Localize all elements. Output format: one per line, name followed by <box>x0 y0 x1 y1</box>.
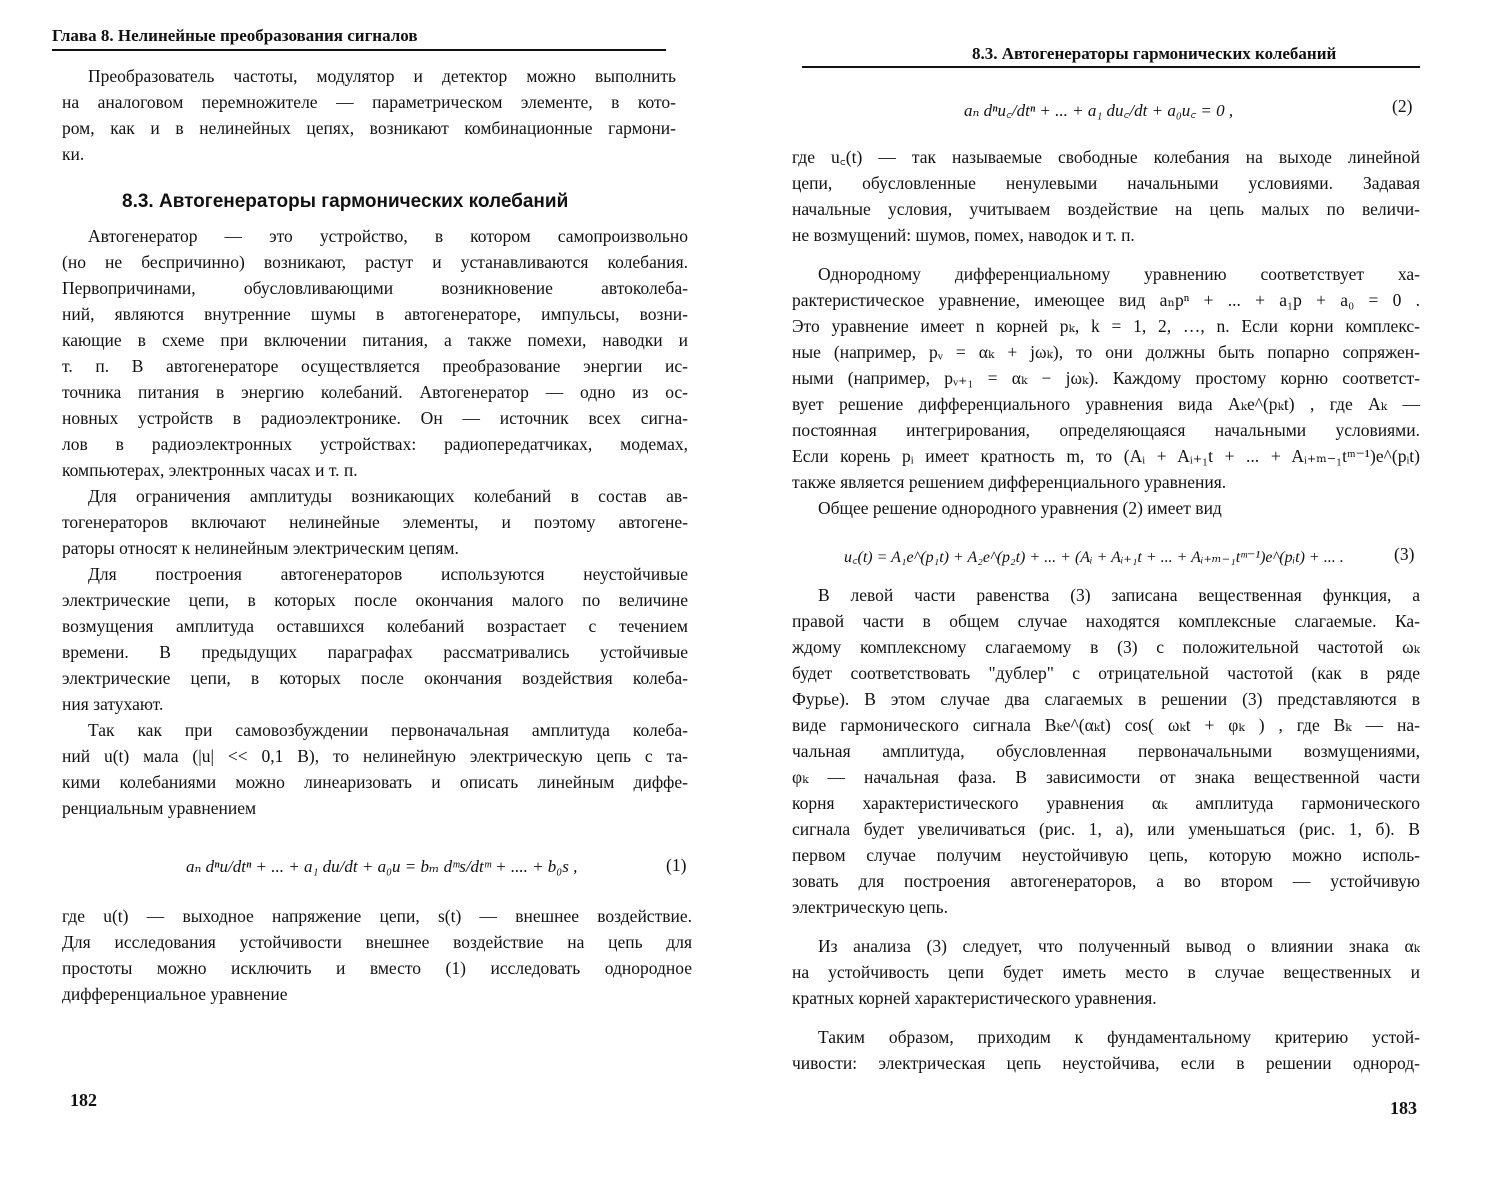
page-number: 183 <box>1390 1098 1417 1118</box>
text-line: рактеристическое уравнение, имеющее вид aₙpⁿ + ... + a₁p + a₀ = 0 . <box>792 290 1420 310</box>
text-line: ки. <box>62 144 85 164</box>
text-line: Преобразователь частоты, модулятор и детектор можно выполнить <box>88 66 676 86</box>
text-line: Общее решение однородного уравнения (2) имеет вид <box>818 498 1222 518</box>
equation-2: aₙ dⁿu꜀/dtⁿ + ... + a₁ du꜀/dt + a₀u꜀ = 0 , <box>964 101 1234 120</box>
text-line: ния затухают. <box>62 694 164 714</box>
right-page <box>744 0 1487 1190</box>
text-line: сигнала будет увеличиваться (рис. 1, а), или уменьшаться (рис. 1, б). В <box>792 819 1420 839</box>
text-line: раторы относят к нелинейным электрическим цепям. <box>62 538 459 558</box>
text-line: правой части в общем случае находятся комплексные слагаемые. Ка- <box>792 611 1420 631</box>
text-line: (но не беспричинно) возникают, растут и устанавливаются колебания. <box>62 252 688 272</box>
running-header: 8.3. Автогенераторы гармонических колебаний <box>972 44 1337 63</box>
text-line: ждому комплексному слагаемому в (3) с положительной частотой ωₖ <box>792 637 1420 657</box>
text-line <box>792 920 1420 933</box>
page-number: 182 <box>70 1090 97 1110</box>
text-line: Для ограничения амплитуды возникающих колебаний в состав ав- <box>88 486 688 506</box>
text-line: ром, как и в нелинейных цепях, возникают комбинационные гармони- <box>62 118 676 138</box>
equation-1-number: (1) <box>666 855 687 875</box>
text-line: Для построения автогенераторов используются неустойчивые <box>88 564 688 584</box>
text-line: ными (например, pᵥ₊₁ = αₖ − jωₖ). Каждому простому корню соответст- <box>792 368 1420 388</box>
text-line: электрическую цепь. <box>792 897 949 917</box>
text-line: кратных корней характеристического уравнения. <box>792 988 1157 1008</box>
text-line: чальная амплитуда, обусловленная первоначальными возмущениями, <box>792 741 1420 761</box>
text-line: корня характеристического уравнения αₖ амплитуда гармонического <box>792 793 1420 813</box>
text-line: Первопричинами, обусловливающими возникновение автоколеба- <box>62 278 688 298</box>
text-line: ные (например, pᵥ = αₖ + jωₖ), то они должны быть попарно сопряжен- <box>792 342 1420 362</box>
text-line: времени. В предыдущих параграфах рассматривались устойчивые <box>62 642 688 662</box>
text-line: лов в радиоэлектронных устройствах: радиопередатчиках, модемах, <box>62 434 688 454</box>
section-title: 8.3. Автогенераторы гармонических колебаний <box>122 191 569 212</box>
text-line: ний, являются внутренние шумы в автогенераторе, импульсы, возни- <box>62 304 688 324</box>
text-line: не возмущений: шумов, помех, наводок и т. п. <box>792 225 1135 245</box>
text-line: Это уравнение имеет n корней pₖ, k = 1, 2, …, n. Если корни комплекс- <box>792 316 1420 336</box>
text-line: Автогенератор — это устройство, в котором самопроизвольно <box>88 226 688 246</box>
text-line: кими колебаниями можно линеаризовать и описать линейным диффе- <box>62 772 688 792</box>
equation-3-number: (3) <box>1394 544 1415 564</box>
header-rule <box>802 66 1420 68</box>
text-line <box>792 1011 1420 1024</box>
text-line: Из анализа (3) следует, что полученный вывод о влиянии знака αₖ <box>818 936 1420 956</box>
equation-2-number: (2) <box>1392 96 1413 116</box>
text-line: φₖ — начальная фаза. В зависимости от знака вещественной части <box>792 767 1420 787</box>
text-line: цепи, обусловленные ненулевыми начальными условиями. Задавая <box>792 173 1420 193</box>
text-line: на устойчивость цепи будет иметь место в случае вещественных и <box>792 962 1420 982</box>
text-line: Так как при самовозбуждении первоначальная амплитуда колеба- <box>88 720 688 740</box>
text-line: зовать для построения автогенераторов, а во втором — устойчивую <box>792 871 1420 891</box>
text-line: компьютерах, электронных часах и т. п. <box>62 460 358 480</box>
running-header: Глава 8. Нелинейные преобразования сигналов <box>52 26 418 45</box>
text-line: будет соответствовать "дублер" с отрицательной частотой (как в ряде <box>792 663 1420 683</box>
text-line: первом случае получим неустойчивую цепь, которую можно исполь- <box>792 845 1420 865</box>
text-line: простоты можно исключить и вместо (1) исследовать однородное <box>62 958 692 978</box>
text-line: возмущения амплитуда оставшихся колебаний возрастает с течением <box>62 616 688 636</box>
text-line: постоянная интегрирования, определяющаяся начальными условиями. <box>792 420 1420 440</box>
text-line: на аналоговом перемножителе — параметрическом элементе, в кото- <box>62 92 676 112</box>
text-line: начальные условия, учитываем воздействие на цепь малых по величи- <box>792 199 1420 219</box>
after-equation-text <box>62 903 692 1007</box>
text-line: электрические цепи, в которых после окончания малого по величине <box>62 590 688 610</box>
intro-paragraph <box>62 63 676 167</box>
text-line: виде гармонического сигнала Bₖe^(αₖt) cos( ωₖt + φₖ ) , где Bₖ — на- <box>792 715 1420 735</box>
text-line: также является решением дифференциального уравнения. <box>792 472 1227 492</box>
text-line: новных устройств в радиоэлектронике. Он — источник всех сигна- <box>62 408 688 428</box>
text-line: чивости: электрическая цепь неустойчива, если в решении однород- <box>792 1053 1420 1073</box>
header-rule <box>52 49 666 51</box>
body-text-top <box>792 144 1420 521</box>
text-line: дифференциальное уравнение <box>62 984 288 1004</box>
text-line: т. п. В автогенераторе осуществляется преобразование энергии ис- <box>62 356 688 376</box>
text-line: Фурье). В этом случае два слагаемых в решении (3) представляются в <box>792 689 1420 709</box>
text-line: вует решение дифференциального уравнения вида Aₖe^(pₖt) , где Aₖ — <box>792 394 1420 414</box>
text-line: Для исследования устойчивости внешнее воздействие на цепь для <box>62 932 692 952</box>
text-line <box>792 248 1420 261</box>
text-line: ний u(t) мала (|u| << 0,1 В), то нелинейную электрическую цепь с та- <box>62 746 688 766</box>
text-line: где u(t) — выходное напряжение цепи, s(t) — внешнее воздействие. <box>62 906 692 926</box>
body-text <box>62 223 688 821</box>
text-line: электрические цепи, в которых после окончания воздействия колеба- <box>62 668 688 688</box>
body-text-bottom <box>792 582 1420 1076</box>
equation-3: u꜀(t) = A₁e^(p₁t) + A₂e^(p₂t) + ... + (Aᵢ + Aᵢ₊₁t + ... + Aᵢ₊ₘ₋₁tᵐ⁻¹)e^(pᵢt) + ... . <box>844 549 1344 566</box>
text-line: Если корень pᵢ имеет кратность m, то (Aᵢ + Aᵢ₊₁t + ... + Aᵢ₊ₘ₋₁tᵐ⁻¹)e^(pᵢt) <box>792 446 1420 466</box>
equation-1: aₙ dⁿu/dtⁿ + ... + a₁ du/dt + a₀u = bₘ dᵐs/dtᵐ + .... + b₀s , <box>186 857 578 876</box>
text-line: где u꜀(t) — так называемые свободные колебания на выходе линейной <box>792 147 1420 167</box>
text-line: точника питания в энергию колебаний. Автогенератор — одно из ос- <box>62 382 688 402</box>
text-line: Однородному дифференциальному уравнению соответствует ха- <box>818 264 1420 284</box>
text-line: Таким образом, приходим к фундаментальному критерию устой- <box>818 1027 1420 1047</box>
text-line: ренциальным уравнением <box>62 798 257 818</box>
text-line: тогенераторов включают нелинейные элементы, и поэтому автогене- <box>62 512 688 532</box>
text-line: кающие в схеме при включении питания, а также помехи, наводки и <box>62 330 688 350</box>
text-line: В левой части равенства (3) записана вещественная функция, а <box>818 585 1420 605</box>
